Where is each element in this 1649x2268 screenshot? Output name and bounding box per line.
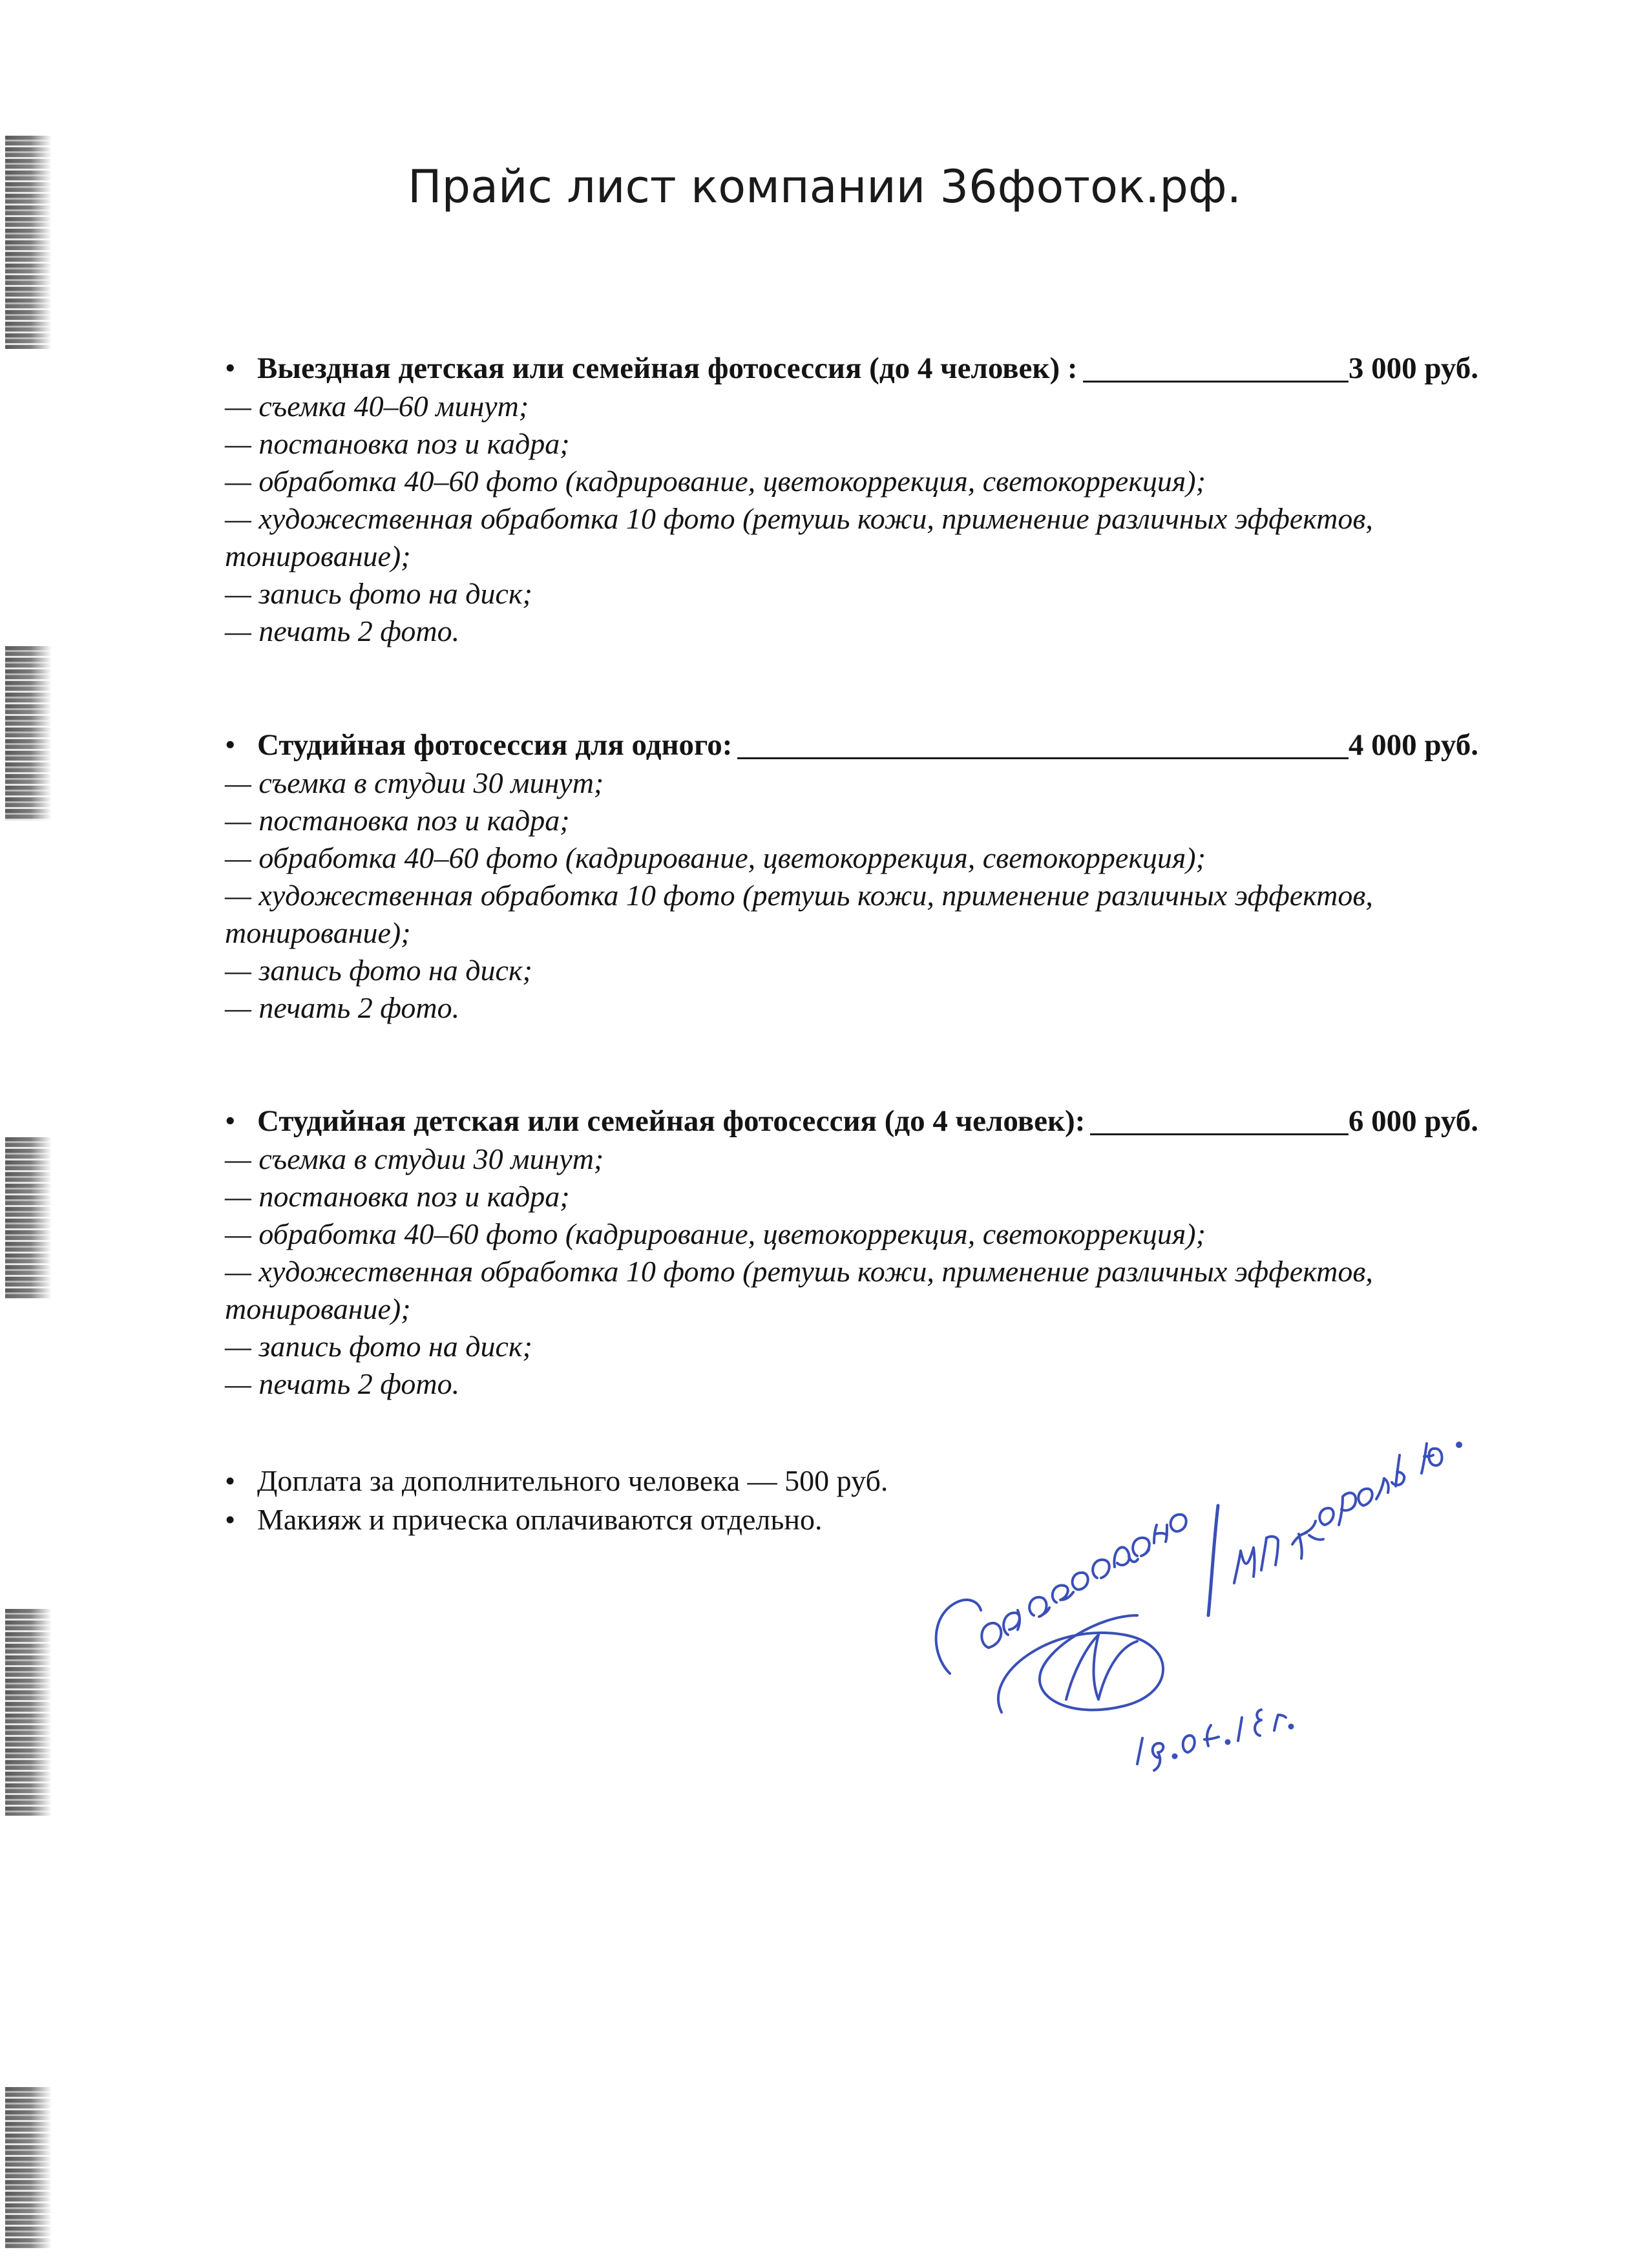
list-item: — печать 2 фото.: [225, 991, 460, 1024]
bullet-icon: •: [225, 728, 236, 762]
list-item: — постановка поз и кадра;: [225, 427, 570, 460]
note-item: [225, 1500, 888, 1539]
list-item: — съемка 40–60 минут;: [225, 390, 529, 423]
note-item: [225, 1462, 888, 1500]
service-title: Студийная детская или семейная фотосессия (до 4 человек):: [257, 1104, 1086, 1138]
leader-line: [1083, 380, 1349, 383]
bullet-icon: •: [225, 352, 236, 385]
service-heading: [225, 726, 1478, 764]
service-price: 3 000 руб.: [1348, 352, 1478, 385]
list-item: тонирование);: [225, 540, 411, 572]
list-item: — съемка в студии 30 минут;: [225, 766, 604, 799]
service-items: [225, 764, 1478, 1027]
service-title: Выездная детская или семейная фотосессия (до 4 человек) :: [257, 352, 1078, 385]
list-item: — запись фото на диск;: [225, 954, 532, 987]
page-title: Прайс лист компании 36фоток.рф.: [408, 160, 1241, 213]
service-items: [225, 388, 1478, 650]
service-price: 4 000 руб.: [1348, 728, 1478, 762]
list-item: — съемка в студии 30 минут;: [225, 1142, 604, 1175]
list-item: — постановка поз и кадра;: [225, 1180, 570, 1213]
bullet-icon: •: [225, 1464, 236, 1497]
service-title: Студийная фотосессия для одного:: [257, 728, 733, 762]
list-item: — обработка 40–60 фото (кадрирование, цветокоррекция, светокоррекция);: [225, 1217, 1206, 1250]
note-text: Доплата за дополнительного человека — 500 руб.: [257, 1464, 888, 1497]
list-item: — печать 2 фото.: [225, 614, 460, 647]
note-text: Макияж и прическа оплачиваются отдельно.: [257, 1503, 823, 1536]
leader-line: [1090, 1133, 1348, 1135]
bullet-icon: •: [225, 1104, 236, 1138]
scan-edge-artifact: [5, 2087, 52, 2249]
list-item: — художественная обработка 10 фото (ретушь кожи, применение различных эффектов,: [225, 502, 1373, 535]
service-section: [225, 349, 1478, 650]
service-heading: [225, 349, 1478, 388]
notes-list: [225, 1462, 888, 1539]
service-section: [225, 726, 1478, 1027]
list-item: — художественная обработка 10 фото (ретушь кожи, применение различных эффектов,: [225, 879, 1373, 912]
list-item: — запись фото на диск;: [225, 577, 532, 610]
list-item: — запись фото на диск;: [225, 1330, 532, 1363]
list-item: — обработка 40–60 фото (кадрирование, цветокоррекция, светокоррекция);: [225, 841, 1206, 874]
scan-edge-artifact: [5, 1137, 52, 1299]
leader-line: [737, 757, 1348, 759]
list-item: тонирование);: [225, 916, 411, 949]
scan-edge-artifact: [5, 1609, 52, 1816]
bullet-icon: •: [225, 1503, 236, 1536]
service-heading: [225, 1102, 1478, 1140]
list-item: — постановка поз и кадра;: [225, 804, 570, 837]
list-item: тонирование);: [225, 1292, 411, 1325]
handwritten-signature: [905, 1312, 1525, 1777]
list-item: — обработка 40–60 фото (кадрирование, цветокоррекция, светокоррекция);: [225, 465, 1206, 498]
list-item: — печать 2 фото.: [225, 1367, 460, 1400]
scan-edge-artifact: [5, 646, 52, 821]
service-price: 6 000 руб.: [1348, 1104, 1478, 1138]
list-item: — художественная обработка 10 фото (ретушь кожи, применение различных эффектов,: [225, 1255, 1373, 1288]
